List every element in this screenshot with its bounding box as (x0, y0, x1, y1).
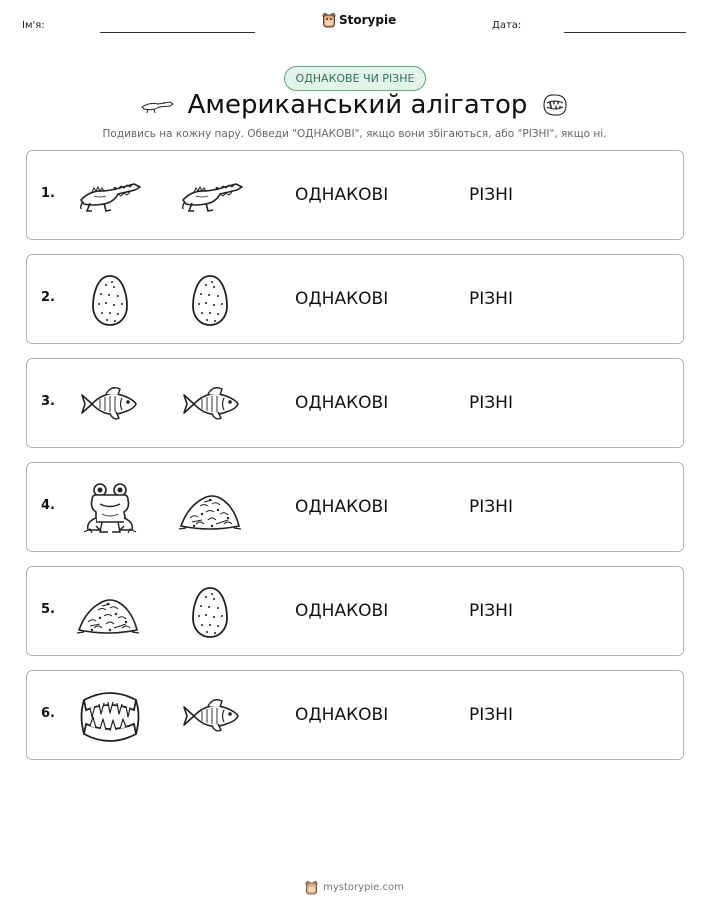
fish-icon (180, 372, 244, 436)
alligator-jaws-icon (78, 684, 142, 748)
row-number: 4. (41, 498, 55, 513)
storypie-mascot-icon (305, 880, 318, 895)
frog-picture (77, 475, 143, 541)
fish-icon (180, 684, 244, 748)
same-option[interactable]: ОДНАКОВІ (295, 705, 389, 725)
question-row-2 (26, 254, 684, 344)
same-option[interactable]: ОДНАКОВІ (295, 497, 389, 517)
alligator-jaws-icon (541, 92, 569, 118)
egg-picture (177, 579, 243, 645)
nest-picture (75, 579, 141, 645)
alligator-icon (180, 164, 244, 228)
row-number: 2. (41, 290, 55, 305)
frog-icon (78, 476, 142, 540)
fish-icon (78, 372, 142, 436)
egg-icon (78, 268, 142, 332)
different-option[interactable]: РІЗНІ (469, 497, 513, 517)
row-number: 5. (41, 602, 55, 617)
alligator-picture (77, 163, 143, 229)
egg-icon (178, 580, 242, 644)
different-option[interactable]: РІЗНІ (469, 185, 513, 205)
activity-type-badge: ОДНАКОВЕ ЧИ РІЗНЕ (284, 66, 426, 91)
question-row-6 (26, 670, 684, 760)
alligator-icon (78, 164, 142, 228)
question-row-1 (26, 150, 684, 240)
same-option[interactable]: ОДНАКОВІ (295, 289, 389, 309)
date-line[interactable] (564, 32, 686, 33)
storypie-mascot-icon (322, 12, 336, 28)
row-number: 6. (41, 706, 55, 721)
question-row-4 (26, 462, 684, 552)
nest-picture (177, 475, 243, 541)
alligator-icon (140, 96, 174, 114)
same-option[interactable]: ОДНАКОВІ (295, 393, 389, 413)
footer-site: mystorypie.com (323, 882, 404, 893)
title-row (0, 90, 709, 120)
egg-picture (177, 267, 243, 333)
question-row-5 (26, 566, 684, 656)
different-option[interactable]: РІЗНІ (469, 289, 513, 309)
different-option[interactable]: РІЗНІ (469, 393, 513, 413)
fish-picture (179, 371, 245, 437)
nest-icon (178, 476, 242, 540)
different-option[interactable]: РІЗНІ (469, 705, 513, 725)
different-option[interactable]: РІЗНІ (469, 601, 513, 621)
name-line[interactable] (100, 32, 255, 33)
jaws-picture (77, 683, 143, 749)
brand-name: Storypie (339, 13, 397, 27)
brand-logo (322, 12, 396, 28)
same-option[interactable]: ОДНАКОВІ (295, 601, 389, 621)
egg-icon (178, 268, 242, 332)
fish-picture (77, 371, 143, 437)
alligator-picture (179, 163, 245, 229)
row-number: 1. (41, 186, 55, 201)
page-title: Американський алігатор (187, 90, 528, 120)
question-row-3 (26, 358, 684, 448)
same-option[interactable]: ОДНАКОВІ (295, 185, 389, 205)
row-number: 3. (41, 394, 55, 409)
egg-picture (77, 267, 143, 333)
nest-icon (76, 580, 140, 644)
date-label: Дата: (492, 20, 522, 31)
instructions: Подивись на кожну пару. Обведи "ОДНАКОВІ", якщо вони збігаються, або "РІЗНІ", якщо ні. (102, 128, 607, 140)
footer (0, 880, 709, 895)
fish-picture (179, 683, 245, 749)
name-label: Ім'я: (22, 20, 45, 31)
